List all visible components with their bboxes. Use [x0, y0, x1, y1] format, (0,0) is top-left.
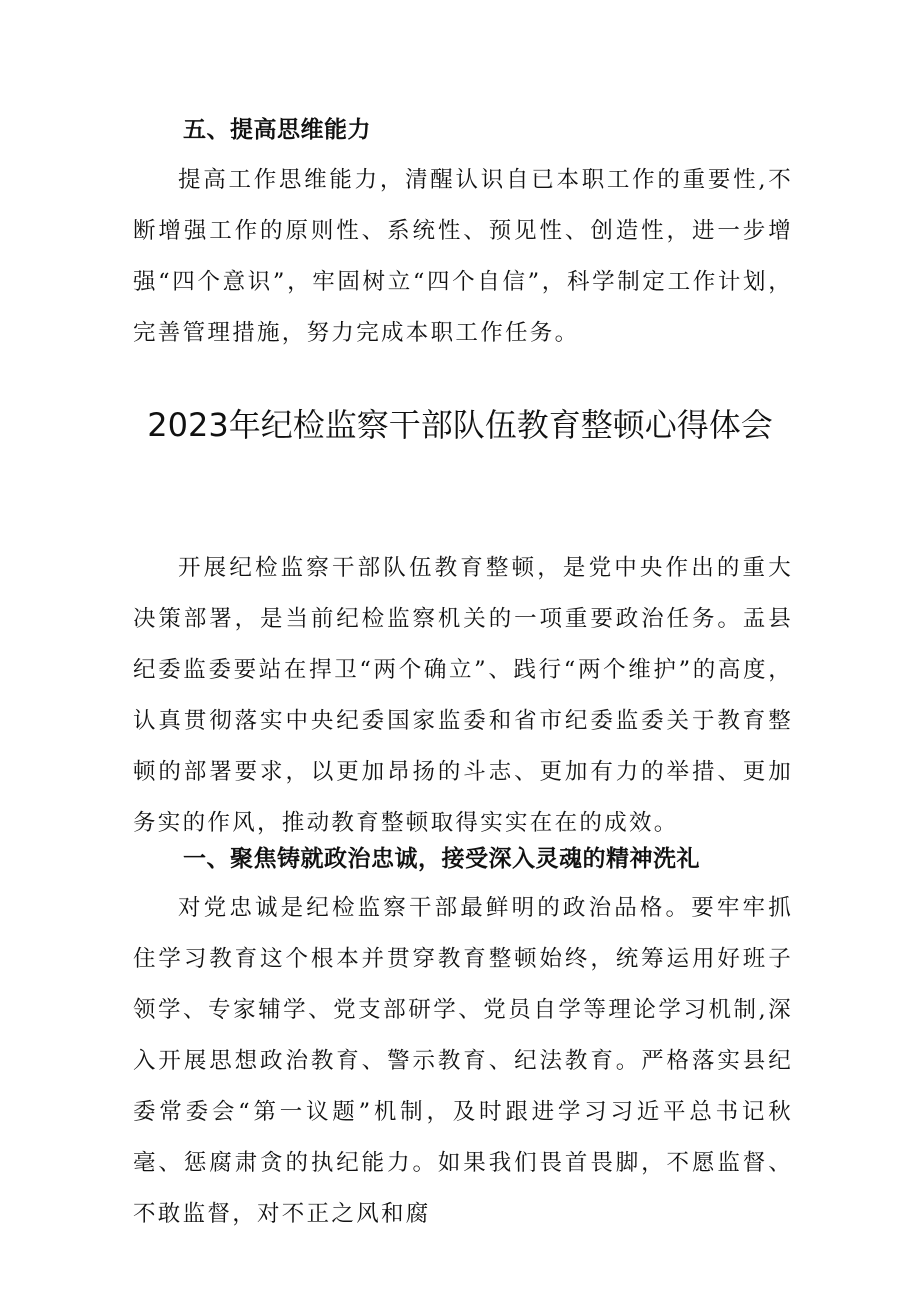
article-title: 2023年纪检监察干部队伍教育整顿心得体会: [147, 406, 773, 444]
section-heading-1: 一、聚焦铸就政治忠诚，接受深入灵魂的精神洗礼: [183, 846, 700, 872]
section-5-paragraph: 提高工作思维能力，清醒认识自已本职工作的重要性,不断增强工作的原则性、系统性、预见性、创造性，进一步增强“四个意识”，牢固树立“四个自信”，科学制定工作计划，完善管理措施，努力完成本职工作任务。: [133, 167, 793, 346]
section-heading-5: 五、提高思维能力: [183, 117, 371, 143]
section-1-paragraph: 对党忠诚是纪检监察干部最鲜明的政治品格。要牢牢抓住学习教育这个根本并贯穿教育整顿始终，统筹运用好班子领学、专家辅学、党支部研学、党员自学等理论学习机制,深入开展思想政治教育、警示教育、纪法教育。严格落实县纪委常委会“第一议题”机制，及时跟进学习习近平总书记秋毫、惩腐肃贪的执纪能力。如果我们畏首畏脚，不愿监督、不敢监督，对不正之风和腐: [133, 895, 793, 1227]
intro-paragraph: 开展纪检监察干部队伍教育整顿，是党中央作出的重大决策部署，是当前纪检监察机关的一项重要政治任务。盂县纪委监委要站在捍卫“两个确立”、践行“两个维护”的高度，认真贯彻落实中央纪委国家监委和省市纪委监委关于教育整顿的部署要求，以更加昂扬的斗志、更加有力的举措、更加务实的作风，推动教育整顿取得实实在在的成效。: [133, 555, 793, 836]
